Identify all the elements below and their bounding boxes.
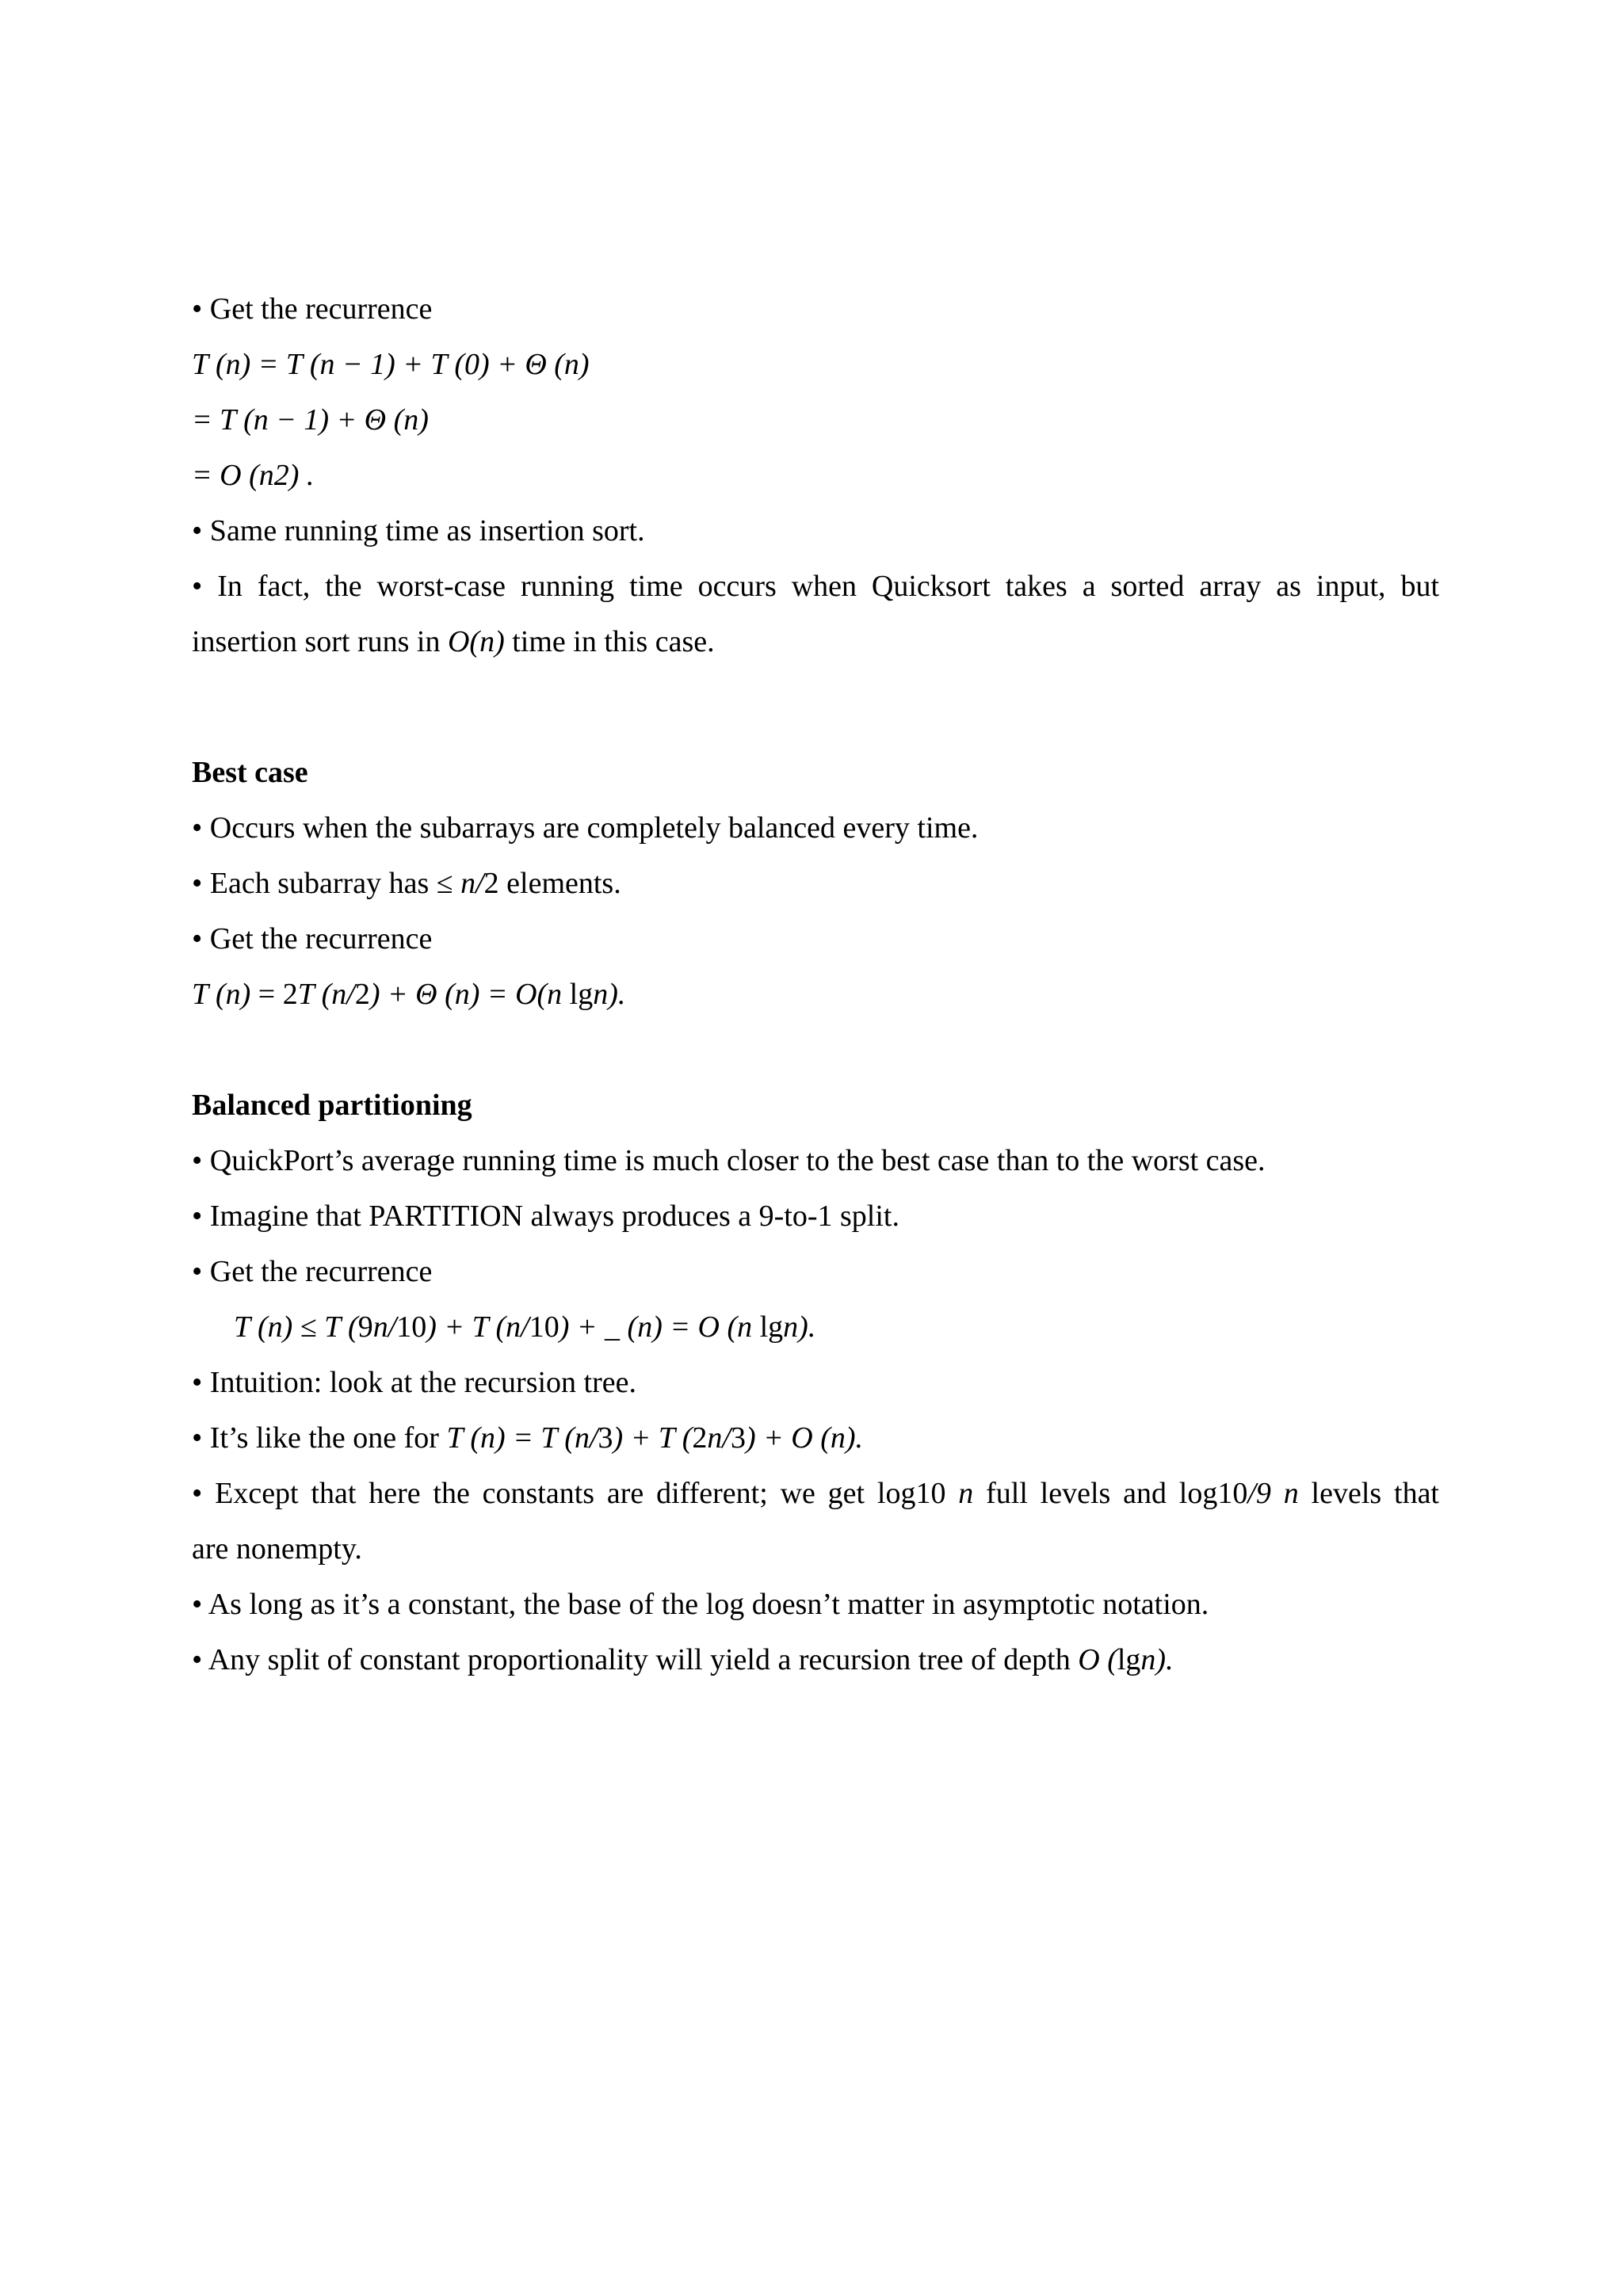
heading-balanced-partitioning: Balanced partitioning [192, 1089, 472, 1122]
heading-best-case: Best case [192, 756, 308, 789]
equation-balanced: T (n) ≤ T (9n/10) + T (n/10) + _ (n) = O (n lgn). [234, 1310, 816, 1344]
bullet-like-the-one: • It’s like the one for T (n) = T (n/3) + T (2n/3) + O (n). [192, 1421, 864, 1455]
bullet-partition-split: • Imagine that PARTITION always produces a 9-to-1 split. [192, 1199, 899, 1233]
bullet-get-recurrence-3: • Get the recurrence [192, 1255, 433, 1288]
bullet-same-running-time: • Same running time as insertion sort. [192, 514, 645, 547]
bullet-base-of-log: • As long as it’s a constant, the base of the log doesn’t matter in asymptotic notation. [192, 1588, 1209, 1621]
bullet-quickport-average: • QuickPort’s average running time is much closer to the best case than to the worst case. [192, 1144, 1266, 1177]
bullet-get-recurrence-2: • Get the recurrence [192, 922, 433, 955]
equation-best-case: T (n) = 2T (n/2) + Θ (n) = O(n lgn). [192, 978, 626, 1011]
bullet-except-constants-line2: are nonempty. [192, 1532, 362, 1566]
bullet-any-split: • Any split of constant proportionality will yield a recursion tree of depth O (lgn). [192, 1643, 1174, 1676]
bullet-subarray-elements: • Each subarray has ≤ n/2 elements. [192, 867, 621, 900]
bullet-in-fact-line1: • In fact, the worst-case running time occurs when Quicksort takes a sorted array as input, but [192, 570, 1439, 603]
bullet-get-recurrence-1: • Get the recurrence [192, 292, 433, 326]
bullet-occurs-balanced: • Occurs when the subarrays are completely balanced every time. [192, 811, 979, 845]
equation-worst-1: T (n) = T (n − 1) + T (0) + Θ (n) [192, 348, 590, 381]
bullet-in-fact-line2: insertion sort runs in O(n) time in this case. [192, 625, 715, 658]
equation-worst-3: = O (n2) . [192, 459, 315, 492]
bullet-intuition: • Intuition: look at the recursion tree. [192, 1366, 636, 1399]
bullet-except-constants-line1: • Except that here the constants are different; we get log10 n full levels and log10/9 n levels that [192, 1477, 1439, 1510]
equation-worst-2: = T (n − 1) + Θ (n) [192, 403, 429, 437]
